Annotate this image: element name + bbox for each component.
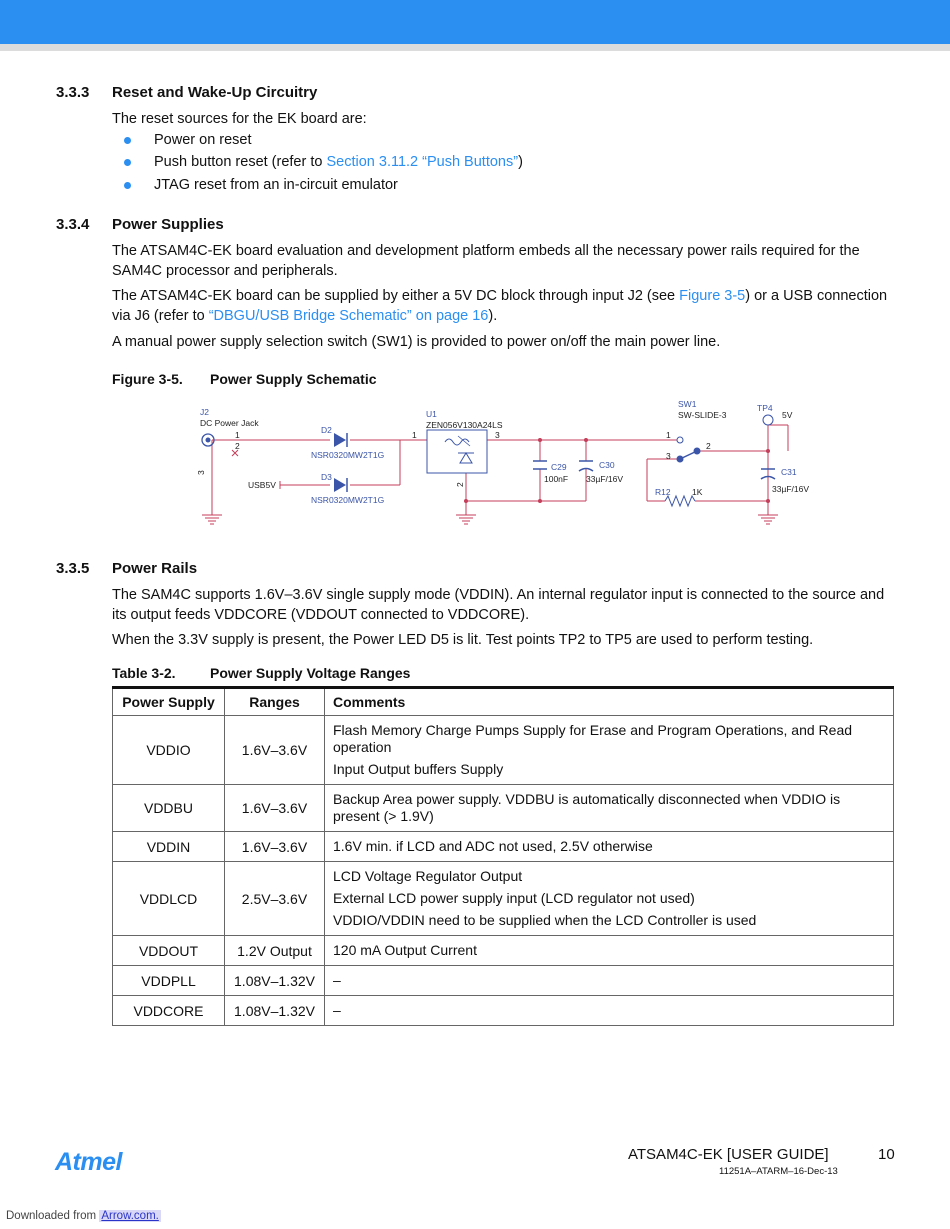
sw1-pin-3: 3 xyxy=(666,451,671,461)
bullet-push-button-reset xyxy=(154,154,523,170)
ground-symbol-j2 xyxy=(202,515,222,524)
cell-range: 1.6V–3.6V xyxy=(225,785,325,832)
table-row xyxy=(113,862,894,936)
c29-value: 100nF xyxy=(544,474,569,484)
link-push-buttons[interactable]: Section 3.11.2 “Push Buttons” xyxy=(326,154,519,170)
r12-symbol xyxy=(665,496,695,506)
power-supply-schematic xyxy=(190,395,830,530)
section-title-reset: Reset and Wake-Up Circuitry xyxy=(112,84,318,101)
cell-comments xyxy=(325,716,894,785)
c31-ref: C31 xyxy=(781,467,797,477)
diode-d2-symbol xyxy=(334,433,346,447)
comment-line: Backup Area power supply. VDDBU is automatically disconnected when VDDIO is present (> 1.9V) xyxy=(333,791,841,824)
paragraph-text-part: ) or a USB connection via J6 (refer to xyxy=(112,288,888,324)
section-number-333: 3.3.3 xyxy=(56,84,90,101)
section-number-335: 3.3.5 xyxy=(56,560,90,577)
u1-zener-symbol xyxy=(460,453,472,463)
comment-line: External LCD power supply input (LCD regulator not used) xyxy=(333,890,695,906)
sw1-part: SW-SLIDE-3 xyxy=(678,410,727,420)
cell-comments xyxy=(325,862,894,936)
sw1-contact-1 xyxy=(677,437,683,443)
d3-ref: D3 xyxy=(321,472,332,482)
bullet-dot xyxy=(124,137,131,144)
power-supplies-paragraph-3: A manual power supply selection switch (SW1) is provided to power on/off the main power line. xyxy=(112,334,721,350)
u1-part: ZEN056V130A24LS xyxy=(426,420,503,430)
arrow-link[interactable]: Arrow.com. xyxy=(101,1210,159,1222)
header-bar xyxy=(0,0,950,44)
table-row xyxy=(113,996,894,1026)
bullet-text-part: ) xyxy=(518,154,523,170)
tp4-symbol xyxy=(763,415,773,425)
downloaded-prefix: Downloaded from xyxy=(6,1210,97,1222)
r12-ref: R12 xyxy=(655,487,671,497)
sw1-pin-2: 2 xyxy=(706,441,711,451)
cell-range: 1.08V–1.32V xyxy=(225,966,325,996)
u1-pin-3: 3 xyxy=(495,430,500,440)
diode-d3-symbol xyxy=(334,478,346,492)
cell-power-supply: VDDPLL xyxy=(113,966,225,996)
tp4-ref: TP4 xyxy=(757,403,773,413)
table-row xyxy=(113,832,894,862)
d2-part: NSR0320MW2T1G xyxy=(311,450,385,460)
cell-comments xyxy=(325,785,894,832)
comment-line: Flash Memory Charge Pumps Supply for Erase and Program Operations, and Read operation xyxy=(333,722,853,755)
comment-line: VDDIO/VDDIN need to be supplied when the LCD Controller is used xyxy=(333,912,757,928)
header-comments: Comments xyxy=(325,688,894,716)
comment-line: 1.6V min. if LCD and ADC not used, 2.5V otherwise xyxy=(333,838,653,854)
bullet-dot xyxy=(124,159,131,166)
dc-jack-center xyxy=(206,438,211,443)
section-number-334: 3.3.4 xyxy=(56,216,90,233)
footer-page-number: 10 xyxy=(878,1146,895,1163)
cell-comments xyxy=(325,832,894,862)
bullet-power-on-reset: Power on reset xyxy=(154,132,252,148)
comment-line: – xyxy=(333,1002,341,1018)
cell-power-supply: VDDBU xyxy=(113,785,225,832)
cell-comments xyxy=(325,966,894,996)
r12-value: 1K xyxy=(692,487,703,497)
table-body xyxy=(113,716,894,1026)
u1-ref: U1 xyxy=(426,409,437,419)
j2-pin-1: 1 xyxy=(235,430,240,440)
c29-ref: C29 xyxy=(551,462,567,472)
d3-part: NSR0320MW2T1G xyxy=(311,495,385,505)
c31-value: 33µF/16V xyxy=(772,484,810,494)
section-title-power-rails: Power Rails xyxy=(112,560,198,577)
c30-ref: C30 xyxy=(599,460,615,470)
power-supplies-paragraph-1: The ATSAM4C-EK board evaluation and development platform embeds all the necessary power rails required for the SAM4C processor and peripherals. xyxy=(112,243,860,279)
cell-power-supply: VDDOUT xyxy=(113,936,225,966)
power-rails-paragraph-1: The SAM4C supports 1.6V–3.6V single supply mode (VDDIN). An internal regulator input is connected to the source and its output feeds VDDCORE (VDDOUT connected to VDDCORE). xyxy=(112,587,885,623)
table-row xyxy=(113,966,894,996)
voltage-ranges-table xyxy=(112,686,894,1026)
paragraph-text-part: The ATSAM4C-EK board can be supplied by either a 5V DC block through input J2 (see xyxy=(112,288,680,304)
header-power-supply: Power Supply xyxy=(113,688,225,716)
figure-title: Power Supply Schematic xyxy=(210,371,377,387)
header-ranges: Ranges xyxy=(225,688,325,716)
atmel-logo: Atmel xyxy=(55,1148,122,1176)
j2-pin-2: 2 xyxy=(235,441,240,451)
cell-range: 1.6V–3.6V xyxy=(225,832,325,862)
table-row xyxy=(113,936,894,966)
footer-doc-title: ATSAM4C-EK [USER GUIDE] xyxy=(628,1146,829,1163)
d2-ref: D2 xyxy=(321,425,332,435)
bullet-jtag-reset: JTAG reset from an in-circuit emulator xyxy=(154,177,398,193)
cell-range: 1.2V Output xyxy=(225,936,325,966)
link-figure-3-5[interactable]: Figure 3-5 xyxy=(679,288,746,304)
table-row xyxy=(113,785,894,832)
c30-value: 33µF/16V xyxy=(586,474,624,484)
cell-power-supply: VDDLCD xyxy=(113,862,225,936)
usb5v-label: USB5V xyxy=(248,480,276,490)
footer-doc-code: 11251A–ATARM–16-Dec-13 xyxy=(719,1166,838,1177)
sw1-lever xyxy=(680,451,697,459)
table-row xyxy=(113,716,894,785)
table-label: Table 3-2. xyxy=(112,665,176,681)
comment-line: LCD Voltage Regulator Output xyxy=(333,868,523,884)
junction-dots xyxy=(464,438,770,503)
5v-label: 5V xyxy=(782,410,793,420)
u1-box xyxy=(427,430,487,473)
downloaded-from xyxy=(6,1210,161,1222)
j2-pin-3: 3 xyxy=(196,470,206,475)
figure-label: Figure 3-5. xyxy=(112,371,183,387)
table-header-row xyxy=(113,688,894,716)
bullet-text-part: Push button reset (refer to xyxy=(154,154,327,170)
comment-line: 120 mA Output Current xyxy=(333,942,477,958)
cell-range: 1.08V–1.32V xyxy=(225,996,325,1026)
cell-power-supply: VDDCORE xyxy=(113,996,225,1026)
cell-range: 1.6V–3.6V xyxy=(225,716,325,785)
sw1-ref: SW1 xyxy=(678,399,697,409)
cell-comments xyxy=(325,996,894,1026)
cell-power-supply: VDDIN xyxy=(113,832,225,862)
bullet-dot xyxy=(124,182,131,189)
header-bar-shadow xyxy=(0,44,950,51)
u1-pin-2: 2 xyxy=(455,482,465,487)
power-supplies-paragraph-2 xyxy=(112,287,897,326)
comment-line: Input Output buffers Supply xyxy=(333,761,504,777)
ground-symbol-c31 xyxy=(758,515,778,524)
paragraph-text-part: ). xyxy=(488,307,498,324)
sw1-pin-1: 1 xyxy=(666,430,671,440)
cell-power-supply: VDDIO xyxy=(113,716,225,785)
cell-comments xyxy=(325,936,894,966)
j2-name: DC Power Jack xyxy=(200,418,259,428)
reset-intro: The reset sources for the EK board are: xyxy=(112,111,367,127)
comment-line: – xyxy=(333,972,341,988)
power-rails-paragraph-2: When the 3.3V supply is present, the Power LED D5 is lit. Test points TP2 to TP5 are used to perform testing. xyxy=(112,632,814,648)
ground-symbol-u1 xyxy=(456,515,476,524)
section-title-power-supplies: Power Supplies xyxy=(112,216,224,233)
link-dbgu-usb-bridge[interactable]: “DBGU/USB Bridge Schematic” on page 16 xyxy=(208,307,489,324)
table-title: Power Supply Voltage Ranges xyxy=(210,665,411,681)
j2-ref: J2 xyxy=(200,407,209,417)
u1-pin-1: 1 xyxy=(412,430,417,440)
cell-range: 2.5V–3.6V xyxy=(225,862,325,936)
